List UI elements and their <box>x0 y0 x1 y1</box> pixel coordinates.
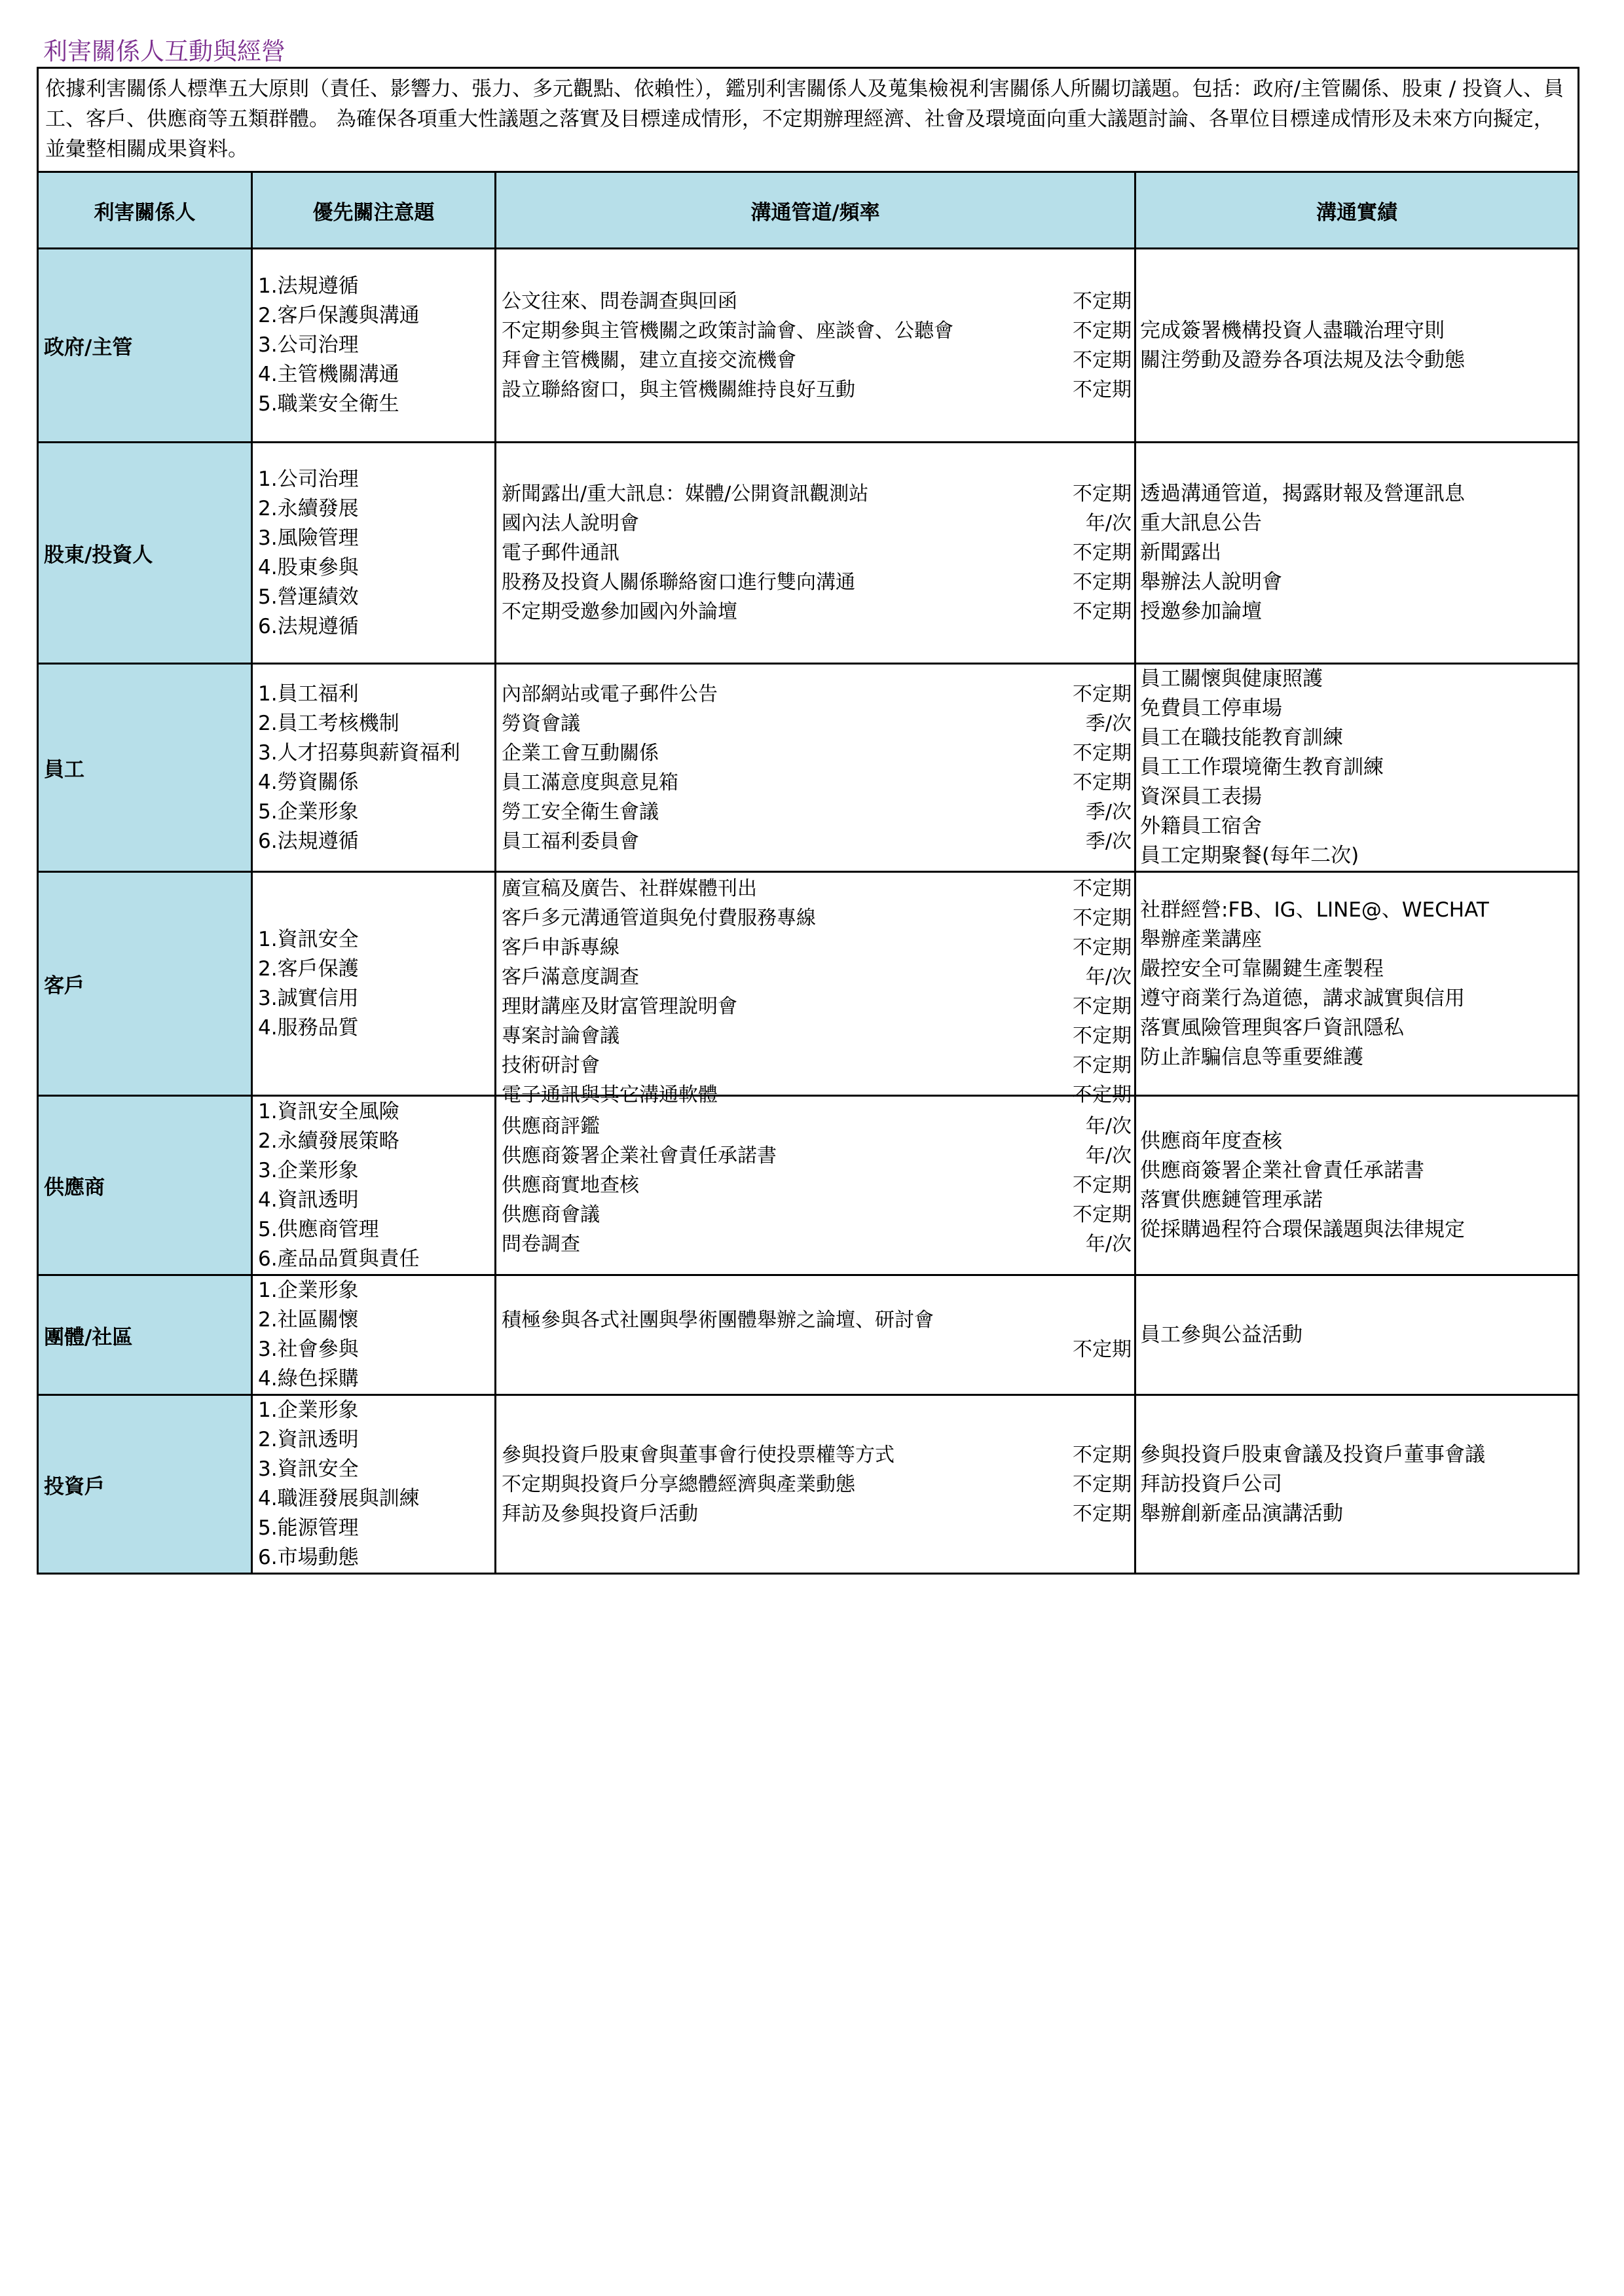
topic-item: 3.社會參與 <box>258 1338 359 1361</box>
channel-frequency: 不定期 <box>1073 994 1132 1018</box>
channel-item <box>502 568 1132 597</box>
channel-frequency: 年/次 <box>1085 1115 1132 1138</box>
channel-frequency: 不定期 <box>1073 600 1132 623</box>
stakeholder-table <box>37 67 1579 1575</box>
channel-text: 新聞露出/重大訊息：媒體/公開資訊觀測站 <box>502 483 869 505</box>
channel-text: 供應商評鑑 <box>502 1115 600 1138</box>
table-row <box>38 1395 1579 1574</box>
topic-item: 2.資訊透明 <box>258 1428 359 1451</box>
results-cell <box>1135 1275 1579 1395</box>
topics-cell <box>252 249 496 443</box>
channel-item <box>502 538 1132 568</box>
table-row <box>38 1096 1579 1275</box>
channel-text: 股務及投資人關係聯絡窗口進行雙向溝通 <box>502 571 855 594</box>
channel-text: 員工滿意度與意見箱 <box>502 771 678 794</box>
topics-cell <box>252 1275 496 1395</box>
channel-text: 客戶申訴專線 <box>502 936 619 959</box>
result-item: 供應商簽署企業社會責任承諾書 <box>1140 1158 1424 1182</box>
channel-text: 問卷調查 <box>502 1233 580 1256</box>
channel-frequency: 不定期 <box>1073 906 1132 930</box>
channel-frequency: 不定期 <box>1073 378 1132 401</box>
result-item: 員工在職技能教育訓練 <box>1140 726 1343 750</box>
channel-text: 勞資會議 <box>502 712 580 735</box>
topic-item: 4.服務品質 <box>258 1015 359 1040</box>
channel-item <box>502 1470 1132 1499</box>
channel-frequency: 不定期 <box>1073 571 1132 594</box>
channel-item <box>502 903 1132 933</box>
result-item: 員工關懷與健康照護 <box>1140 667 1323 691</box>
topic-item: 3.風險管理 <box>258 526 359 550</box>
channel-item <box>502 479 1132 509</box>
channels-cell <box>496 443 1135 664</box>
result-item: 社群經營:FB、IG、LINE@、WECHAT <box>1140 898 1489 922</box>
channel-text: 設立聯絡窗口，與主管機關維持良好互動 <box>502 378 855 401</box>
channel-text: 專案討論會議 <box>502 1024 619 1048</box>
topic-item: 2.永續發展策略 <box>258 1129 399 1153</box>
channel-item <box>502 1499 1132 1529</box>
channel-item <box>502 1141 1132 1171</box>
channel-item <box>502 1021 1132 1051</box>
topics-cell <box>252 443 496 664</box>
topics-cell <box>252 1395 496 1574</box>
channel-item <box>502 509 1132 538</box>
channel-frequency: 不定期 <box>1073 289 1132 313</box>
results-cell <box>1135 872 1579 1096</box>
result-item: 落實供應鏈管理承諾 <box>1140 1188 1323 1212</box>
channel-item <box>502 709 1132 738</box>
channel-text: 不定期受邀參加國內外論壇 <box>502 600 737 623</box>
channel-text: 客戶滿意度調查 <box>502 965 639 989</box>
channels-cell <box>496 872 1135 1106</box>
topic-item: 3.公司治理 <box>258 333 359 357</box>
header-topics: 優先關注意題 <box>252 172 496 249</box>
channel-item <box>502 738 1132 768</box>
table-row <box>38 443 1579 664</box>
channel-text: 客戶多元溝通管道與免付費服務專線 <box>502 906 816 930</box>
results-cell <box>1135 249 1579 443</box>
channel-text: 員工福利委員會 <box>502 829 639 853</box>
result-item: 舉辦產業講座 <box>1140 927 1262 951</box>
result-item: 外籍員工宿舍 <box>1140 814 1262 838</box>
channel-text: 國內法人說明會 <box>502 512 639 535</box>
result-item: 員工參與公益活動 <box>1140 1322 1302 1347</box>
stakeholder-name: 供應商 <box>38 1096 252 1275</box>
topic-item: 2.員工考核機制 <box>258 711 399 735</box>
result-item: 資深員工表揚 <box>1140 785 1262 809</box>
channel-item <box>502 874 1132 903</box>
intro-paragraph: 依據利害關係人標準五大原則（責任、影響力、張力、多元觀點、依賴性），鑑別利害關係人及蒐集檢視利害關係人所關切議題。包括：政府/主管關係、股東 / 投資人、員工、客戶、供應商等五類群體。 為確保各項重大性議題之落實及目標達成情形，不定期辦理經濟、社會及環境面向重大議題討論、各單位目標達成情形及未來方向擬定，並彙整相關成果資料。 <box>38 68 1579 172</box>
channel-frequency: 不定期 <box>1073 319 1132 342</box>
topics-cell <box>252 1096 496 1275</box>
topic-item: 5.供應商管理 <box>258 1217 379 1241</box>
channel-text: 供應商實地查核 <box>502 1174 639 1197</box>
topic-item: 1.員工福利 <box>258 682 359 706</box>
channel-frequency: 年/次 <box>1085 965 1132 989</box>
result-item: 防止詐騙信息等重要維護 <box>1140 1045 1363 1069</box>
topic-item: 1.公司治理 <box>258 467 359 491</box>
topic-item: 4.綠色採購 <box>258 1367 359 1391</box>
topic-item: 3.誠實信用 <box>258 986 359 1010</box>
stakeholder-name: 員工 <box>38 664 252 872</box>
channel-frequency: 不定期 <box>1073 1083 1132 1106</box>
topic-item: 2.永續發展 <box>258 496 359 520</box>
topic-item: 1.企業形象 <box>258 1279 359 1302</box>
channel-frequency: 不定期 <box>1073 483 1132 505</box>
header-stakeholder: 利害關係人 <box>38 172 252 249</box>
result-item: 參與投資戶股東會議及投資戶董事會議 <box>1140 1442 1485 1467</box>
channels-cell <box>496 1275 1135 1395</box>
topic-item: 1.企業形象 <box>258 1398 359 1422</box>
result-item: 重大訊息公告 <box>1140 511 1262 535</box>
result-item: 完成簽署機構投資人盡職治理守則 <box>1140 318 1445 342</box>
result-item: 供應商年度查核 <box>1140 1129 1282 1153</box>
topic-item: 4.職涯發展與訓練 <box>258 1487 420 1510</box>
channel-text: 廣宣稿及廣告、社群媒體刊出 <box>502 877 757 900</box>
result-item: 遵守商業行為道德，講求誠實與信用 <box>1140 986 1465 1010</box>
topic-item: 6.產品品質與責任 <box>258 1247 420 1271</box>
channel-item <box>502 992 1132 1021</box>
channel-item <box>502 1200 1132 1230</box>
stakeholder-name: 客戶 <box>38 872 252 1096</box>
channel-text: 不定期與投資戶分享總體經濟與產業動態 <box>502 1472 855 1496</box>
result-item: 舉辦創新產品演講活動 <box>1140 1501 1343 1525</box>
channel-item <box>502 827 1132 856</box>
topic-item: 2.社區關懷 <box>258 1308 359 1332</box>
table-row <box>38 664 1579 872</box>
channels-cell <box>496 249 1135 443</box>
channel-frequency: 不定期 <box>1073 682 1132 706</box>
topic-item: 4.勞資關係 <box>258 770 359 794</box>
result-item: 關注勞動及證券各項法規及法令動態 <box>1140 348 1465 372</box>
results-cell <box>1135 443 1579 664</box>
channel-text: 勞工安全衛生會議 <box>502 800 659 824</box>
channel-item <box>502 1305 1132 1335</box>
channel-frequency: 不定期 <box>1073 877 1132 900</box>
table-row <box>38 1275 1579 1395</box>
channel-frequency: 不定期 <box>1073 1053 1132 1077</box>
topic-item: 4.股東參與 <box>258 555 359 579</box>
topics-cell <box>252 664 496 872</box>
topic-item: 1.資訊安全 <box>258 927 359 951</box>
channel-frequency: 不定期 <box>1073 348 1132 372</box>
header-results: 溝通實績 <box>1135 172 1579 249</box>
channel-frequency: 不定期 <box>1073 1203 1132 1226</box>
channel-item <box>502 962 1132 992</box>
header-channels: 溝通管道/頻率 <box>496 172 1135 249</box>
channel-text: 電子郵件通訊 <box>502 541 619 564</box>
result-item: 員工工作環境衛生教育訓練 <box>1140 756 1384 779</box>
result-item: 授邀參加論壇 <box>1140 600 1262 623</box>
channel-frequency: 不定期 <box>1073 1024 1132 1048</box>
table-row <box>38 872 1579 1096</box>
channel-text: 參與投資戶股東會與董事會行使投票權等方式 <box>502 1443 895 1467</box>
topic-item: 3.企業形象 <box>258 1158 359 1182</box>
topic-item: 5.營運績效 <box>258 585 359 609</box>
channel-text: 供應商會議 <box>502 1203 600 1226</box>
channel-text: 企業工會互動關係 <box>502 741 659 765</box>
channels-cell <box>496 1395 1135 1574</box>
result-item: 透過溝通管道，揭露財報及營運訊息 <box>1140 482 1465 505</box>
channel-item <box>502 287 1132 316</box>
channel-item <box>502 316 1132 346</box>
channel-frequency: 季/次 <box>1085 712 1132 735</box>
channel-item <box>502 375 1132 405</box>
channel-item <box>502 346 1132 375</box>
channels-cell <box>496 1096 1135 1275</box>
channel-frequency: 不定期 <box>1073 1502 1132 1525</box>
topic-item: 6.法規遵循 <box>258 829 359 853</box>
channel-frequency: 年/次 <box>1085 1144 1132 1167</box>
channel-text: 電子通訊與其它溝通軟體 <box>502 1083 718 1106</box>
channel-text: 積極參與各式社團與學術團體舉辦之論壇、研討會 <box>502 1309 934 1332</box>
channel-text: 不定期參與主管機關之政策討論會、座談會、公聽會 <box>502 319 953 342</box>
channel-item <box>502 1440 1132 1470</box>
channel-item <box>502 1335 1132 1364</box>
channel-text: 供應商簽署企業社會責任承諾書 <box>502 1144 777 1167</box>
channel-item <box>502 1171 1132 1200</box>
stakeholder-name: 投資戶 <box>38 1395 252 1574</box>
result-item: 嚴控安全可靠關鍵生產製程 <box>1140 957 1384 981</box>
channel-frequency: 不定期 <box>1073 1174 1132 1197</box>
channel-text: 內部網站或電子郵件公告 <box>502 682 718 706</box>
topic-item: 5.企業形象 <box>258 799 359 824</box>
stakeholder-name: 政府/主管 <box>38 249 252 443</box>
channel-frequency: 季/次 <box>1085 800 1132 824</box>
channel-frequency: 年/次 <box>1085 512 1132 535</box>
channel-frequency: 不定期 <box>1073 1443 1132 1467</box>
topic-item: 3.資訊安全 <box>258 1457 359 1481</box>
channel-text: 拜訪及參與投資戶活動 <box>502 1502 698 1525</box>
channel-item <box>502 933 1132 962</box>
channel-item <box>502 797 1132 827</box>
channel-item <box>502 768 1132 797</box>
topic-item: 6.法規遵循 <box>258 614 359 638</box>
channel-item <box>502 1230 1132 1259</box>
channel-frequency: 不定期 <box>1073 741 1132 765</box>
table-row <box>38 249 1579 443</box>
channel-text: 技術研討會 <box>502 1053 600 1077</box>
result-item: 免費員工停車場 <box>1140 697 1282 720</box>
channel-item <box>502 1051 1132 1080</box>
results-cell <box>1135 1096 1579 1275</box>
result-item: 從採購過程符合環保議題與法律規定 <box>1140 1217 1465 1241</box>
topic-item: 1.資訊安全風險 <box>258 1099 399 1123</box>
channel-frequency: 不定期 <box>1073 771 1132 794</box>
topic-item: 2.客戶保護與溝通 <box>258 304 420 327</box>
channel-frequency: 不定期 <box>1073 1338 1132 1361</box>
results-cell <box>1135 1395 1579 1574</box>
results-cell <box>1135 664 1579 872</box>
channel-frequency: 不定期 <box>1073 1472 1132 1496</box>
page-title: 利害關係人互動與經營 <box>43 37 286 65</box>
channel-text: 公文往來、問卷調查與回函 <box>502 289 737 313</box>
topics-cell <box>252 872 496 1096</box>
channel-text: 拜會主管機關，建立直接交流機會 <box>502 348 796 372</box>
topic-item: 5.能源管理 <box>258 1516 359 1540</box>
stakeholder-name: 團體/社區 <box>38 1275 252 1395</box>
result-item: 拜訪投資戶公司 <box>1140 1472 1282 1496</box>
topic-item: 6.市場動態 <box>258 1546 359 1569</box>
result-item: 員工定期聚餐(每年二次) <box>1140 844 1359 867</box>
channel-frequency: 不定期 <box>1073 936 1132 959</box>
result-item: 新聞露出 <box>1140 541 1221 564</box>
channel-item <box>502 597 1132 627</box>
channel-item <box>502 1112 1132 1141</box>
channel-text: 理財講座及財富管理說明會 <box>502 994 737 1018</box>
topic-item: 2.客戶保護 <box>258 957 359 981</box>
channels-cell <box>496 664 1135 872</box>
stakeholder-name: 股東/投資人 <box>38 443 252 664</box>
result-item: 舉辦法人說明會 <box>1140 570 1282 594</box>
channel-frequency: 季/次 <box>1085 829 1132 853</box>
topic-item: 1.法規遵循 <box>258 274 359 298</box>
topic-item: 3.人才招募與薪資福利 <box>258 740 460 765</box>
topic-item: 4.資訊透明 <box>258 1188 359 1212</box>
channel-frequency: 不定期 <box>1073 541 1132 564</box>
channel-frequency: 年/次 <box>1085 1233 1132 1256</box>
topic-item: 5.職業安全衛生 <box>258 392 399 416</box>
topic-item: 4.主管機關溝通 <box>258 363 399 386</box>
result-item: 落實風險管理與客戶資訊隱私 <box>1140 1015 1404 1040</box>
channel-item <box>502 680 1132 709</box>
